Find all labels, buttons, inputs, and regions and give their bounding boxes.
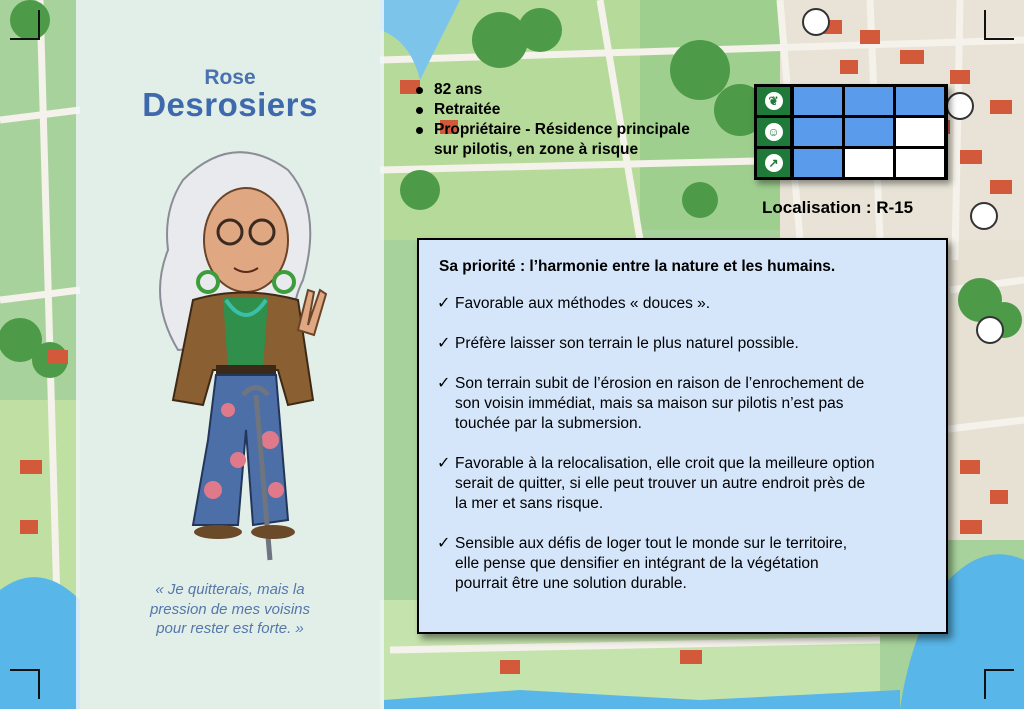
check-icon: ✓ [437,455,451,472]
smiley-icon: ☺ [757,118,790,146]
list-item: ✓ Favorable aux méthodes « douces ». [437,295,711,312]
rating-cell [845,118,893,146]
list-item: ✓ Préfère laisser son terrain le plus naturel possible. [437,335,799,352]
position-list [437,294,927,614]
check-icon: ✓ [437,295,451,312]
character-illustration [138,140,348,570]
crop-mark-top-right [984,10,1014,40]
character-facts [416,80,690,160]
localisation-label: Localisation : R-15 [762,198,914,217]
character-last-name: Desrosiers [142,86,318,123]
rating-cell [896,149,944,177]
rating-grid [754,84,948,180]
list-item: ✓ Son terrain subit de l’érosion en raison de l’enrochement de son voisin immédiat, mais sa maison sur pilotis n’est pas touchée par la submersion. [437,375,865,432]
priority-card [417,238,948,634]
fact-age: 82 ans [416,80,690,100]
check-icon: ✓ [437,335,451,352]
rating-row-nature [757,87,945,115]
trend-up-icon: ↗ [757,149,790,177]
list-item: ✓ Sensible aux défis de loger tout le monde sur le territoire, elle pense que densifier en intégrant de la végétation pourrait être une solution durable. [437,535,848,592]
list-item: ✓ Favorable à la relocalisation, elle croit que la meilleure option serait de quitter, si elle peut trouver un autre endroit près de la mer et sans risque. [437,455,875,512]
rating-cell [845,87,893,115]
rating-cell [794,87,842,115]
crop-mark-bottom-left [10,669,40,699]
rating-cell [896,118,944,146]
rating-cell [845,149,893,177]
check-icon: ✓ [437,535,451,552]
rating-row-wellbeing [757,118,945,146]
crop-mark-bottom-right [984,669,1014,699]
rating-cell [896,87,944,115]
fact-status: Retraitée [416,100,690,120]
priority-heading: Sa priorité : l’harmonie entre la nature et les humains. [439,258,836,275]
rating-cell [794,118,842,146]
fact-property: Propriétaire - Résidence principale sur pilotis, en zone à risque [416,120,690,160]
rating-cell [794,149,842,177]
check-icon: ✓ [437,375,451,392]
rating-row-economy [757,149,945,177]
character-quote: « Je quitterais, mais la pression de mes voisins pour rester est forte. » [149,581,311,637]
crop-mark-top-left [10,10,40,40]
leaf-icon: ❦ [757,87,790,115]
character-first-name: Rose [204,66,256,89]
